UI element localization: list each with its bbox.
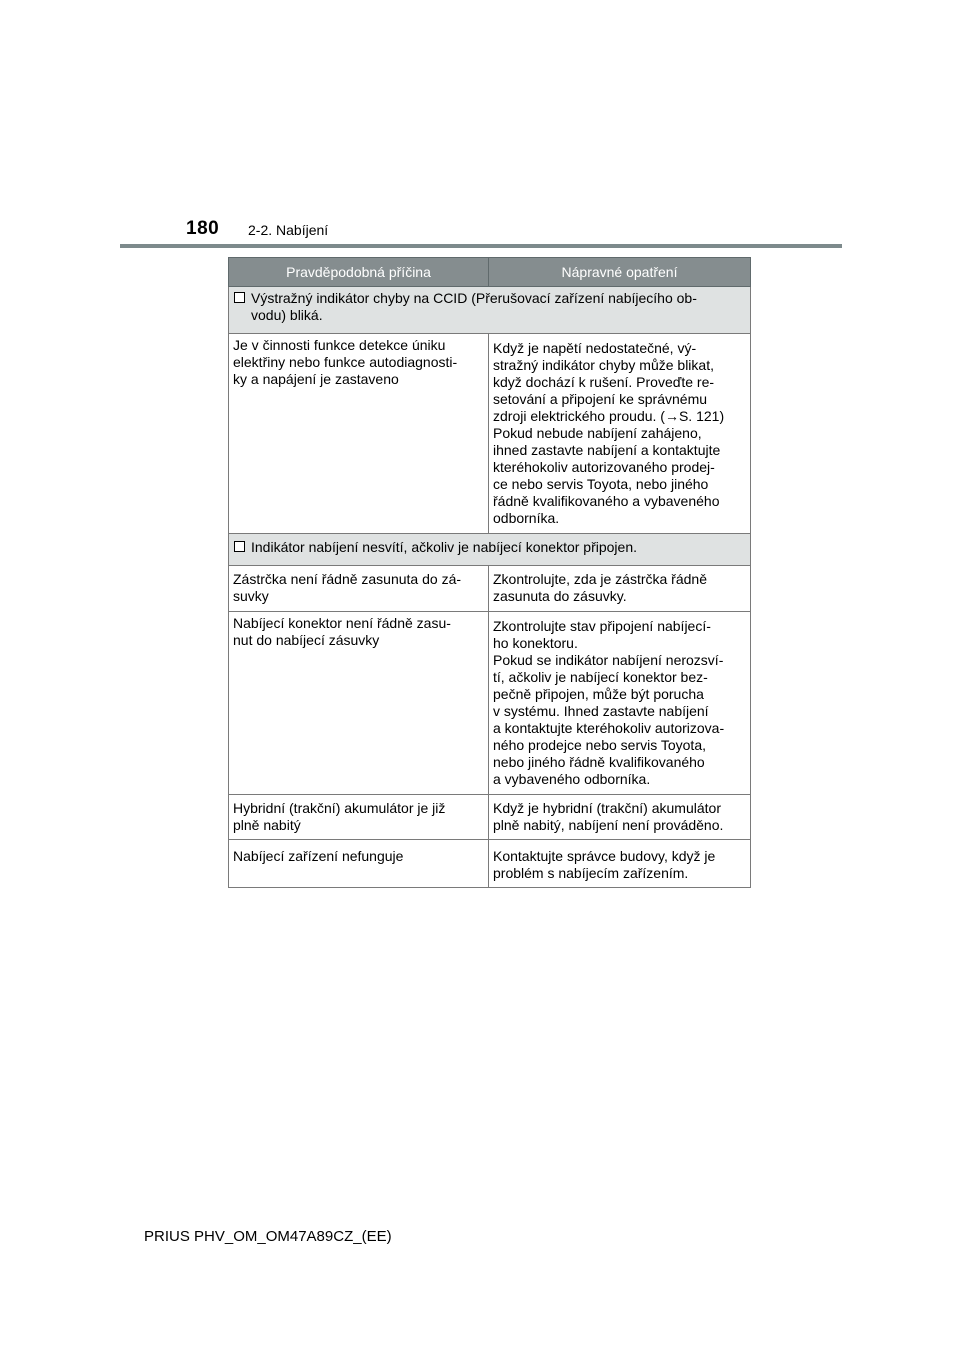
footer-document-code: PRIUS PHV_OM_OM47A89CZ_(EE) [144, 1228, 392, 1245]
remedy-line: odborníka. [493, 510, 560, 526]
cause-line: Nabíjecí zařízení nefunguje [233, 848, 404, 864]
remedy-line: plně nabitý, nabíjení není prováděno. [493, 817, 724, 833]
remedy-line: Zkontrolujte stav připojení nabíjecí- [493, 618, 711, 634]
cause-line: plně nabitý [233, 817, 301, 833]
remedy-line: tí, ačkoliv je nabíjecí konektor bez- [493, 669, 708, 685]
remedy-cell [489, 334, 751, 534]
remedy-line: kteréhokoliv autorizovaného prodej- [493, 459, 715, 475]
group-row [229, 287, 751, 334]
remedy-line: a kontaktujte kteréhokoliv autorizova- [493, 720, 725, 736]
remedy-line: Pokud nebude nabíjení zahájeno, [493, 425, 702, 441]
remedy-line: zasunuta do zásuvky. [493, 588, 627, 604]
remedy-line: Když je hybridní (trakční) akumulátor [493, 800, 721, 816]
remedy-cell [489, 840, 751, 888]
group-title-line: Výstražný indikátor chyby na CCID (Přerušovací zařízení nabíjecího ob- [251, 290, 697, 306]
remedy-line: ihned zastavte nabíjení a kontaktujte [493, 442, 721, 458]
remedy-line: řádně kvalifikovaného a vybaveného [493, 493, 720, 509]
column-header-remedy: Nápravné opatření [489, 258, 751, 287]
section-title: 2-2. Nabíjení [248, 222, 329, 238]
table-row [229, 334, 751, 534]
remedy-line: problém s nabíjecím zařízením. [493, 865, 689, 881]
remedy-line: v systému. Ihned zastavte nabíjení [493, 703, 709, 719]
table-row [229, 612, 751, 795]
troubleshooting-table [228, 257, 751, 888]
remedy-line: Kontaktujte správce budovy, když je [493, 848, 716, 864]
remedy-cell [489, 612, 751, 795]
group-title-line: Indikátor nabíjení nesvítí, ačkoliv je nabíjecí konektor připojen. [251, 539, 637, 555]
remedy-line: pečně připojen, může být porucha [493, 686, 704, 702]
header-rule [120, 244, 842, 248]
cause-line: elektřiny nebo funkce autodiagnosti- [233, 354, 458, 370]
cause-cell [229, 795, 489, 840]
remedy-line: když dochází k rušení. Proveďte re- [493, 374, 715, 390]
cause-cell [229, 566, 489, 612]
remedy-cell [489, 566, 751, 612]
cause-line: Nabíjecí konektor není řádně zasu- [233, 615, 451, 631]
remedy-line: setování a připojení ke správnému [493, 391, 708, 407]
remedy-line: stražný indikátor chyby může blikat, [493, 357, 714, 373]
remedy-cell [489, 795, 751, 840]
group-title-cell [229, 287, 751, 334]
remedy-line: ného prodejce nebo servis Toyota, [493, 737, 706, 753]
cause-cell [229, 334, 489, 534]
checkbox-square-icon [234, 292, 245, 303]
cause-line: Hybridní (trakční) akumulátor je již [233, 800, 446, 816]
remedy-line: Když je napětí nedostatečné, vý- [493, 340, 697, 356]
cause-line: suvky [233, 588, 269, 604]
group-title-line: vodu) bliká. [251, 307, 323, 323]
table-row [229, 840, 751, 888]
remedy-line: Pokud se indikátor nabíjení nerozsví- [493, 652, 724, 668]
cause-line: Je v činnosti funkce detekce úniku [233, 337, 446, 353]
remedy-line: nebo jiného řádně kvalifikovaného [493, 754, 705, 770]
remedy-line: Zkontrolujte, zda je zástrčka řádně [493, 571, 707, 587]
group-row [229, 534, 751, 566]
cause-line: Zástrčka není řádně zasunuta do zá- [233, 571, 462, 587]
group-title-cell [229, 534, 751, 566]
remedy-line: zdroji elektrického proudu. (→S. 121) [493, 408, 725, 424]
remedy-line: ce nebo servis Toyota, nebo jiného [493, 476, 709, 492]
page-number: 180 [186, 218, 220, 239]
cause-cell [229, 612, 489, 795]
remedy-line: a vybaveného odborníka. [493, 771, 651, 787]
table-header-row [229, 258, 751, 287]
cause-cell [229, 840, 489, 888]
remedy-line: ho konektoru. [493, 635, 578, 651]
table-row [229, 795, 751, 840]
column-header-cause: Pravděpodobná příčina [229, 258, 489, 287]
checkbox-square-icon [234, 541, 245, 552]
cause-line: ky a napájení je zastaveno [233, 371, 399, 387]
table-row [229, 566, 751, 612]
cause-line: nut do nabíjecí zásuvky [233, 632, 380, 648]
